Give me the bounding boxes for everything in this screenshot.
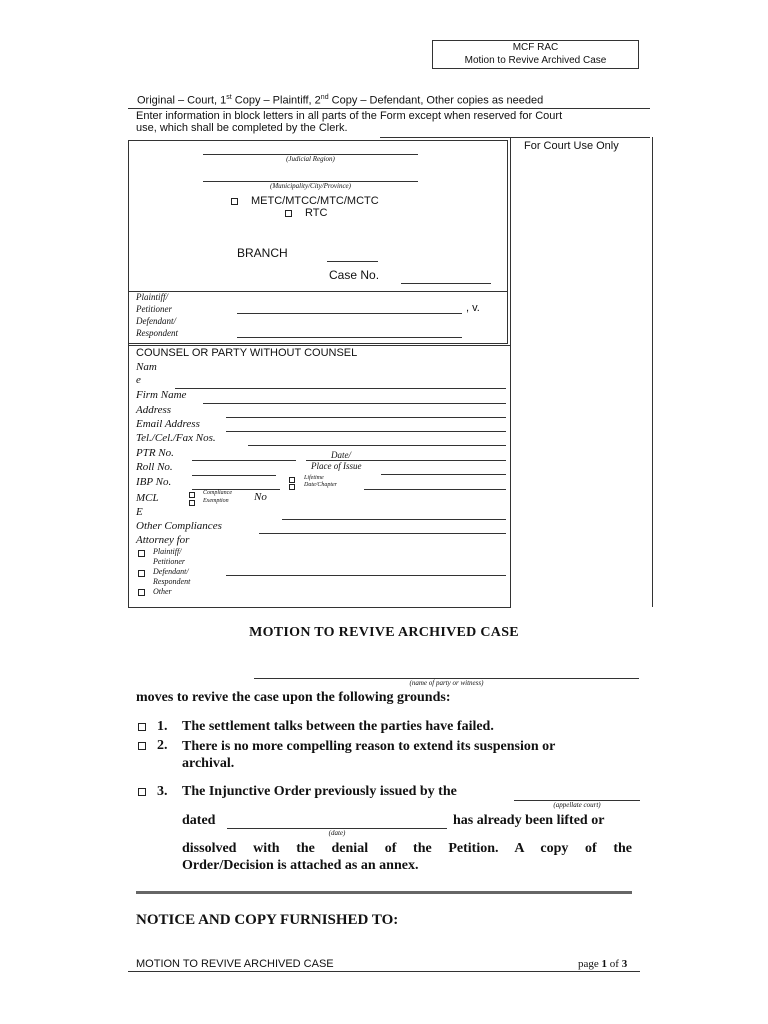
roll-label: Roll No. bbox=[136, 461, 173, 473]
footer-page: page 1 of 3 bbox=[578, 958, 628, 970]
place-label: Place of Issue bbox=[311, 461, 362, 471]
instructions: Enter information in block letters in all parts of the Form except when reserved for Court use, which shall be completed by the Clerk. bbox=[136, 110, 563, 134]
metc-checkbox[interactable] bbox=[231, 198, 238, 205]
ground-1-text: The settlement talks between the parties have failed. bbox=[182, 719, 494, 734]
ground-3-checkbox[interactable] bbox=[138, 788, 146, 796]
municipality-caption: (Municipality/City/Province) bbox=[270, 182, 351, 190]
rtc-checkbox[interactable] bbox=[285, 210, 292, 217]
versus-label: , v. bbox=[466, 302, 480, 314]
lifetime-checkbox[interactable] bbox=[289, 477, 295, 483]
footer-title: MOTION TO REVIVE ARCHIVED CASE bbox=[136, 958, 334, 970]
lifetime-label: Lifetime bbox=[304, 475, 324, 481]
other-compliances-label: Other Compliances bbox=[136, 520, 222, 532]
dated-label: dated bbox=[182, 813, 216, 828]
address-line[interactable] bbox=[226, 417, 506, 418]
plaintiff-line[interactable] bbox=[237, 313, 462, 314]
form-code-box bbox=[432, 40, 639, 69]
firm-line[interactable] bbox=[203, 403, 506, 404]
date-chapter-label: Date/Chapter bbox=[304, 482, 337, 488]
case-no-line[interactable] bbox=[401, 283, 491, 284]
firm-label: Firm Name bbox=[136, 389, 187, 401]
date-caption: (date) bbox=[328, 829, 346, 837]
mcle-no-line[interactable] bbox=[282, 519, 506, 520]
metc-label: METC/MTCC/MTC/MCTC bbox=[251, 195, 379, 207]
footer-rule bbox=[128, 971, 640, 972]
ground-2-checkbox[interactable] bbox=[138, 742, 146, 750]
ground-1-number: 1. bbox=[157, 719, 168, 734]
rtc-label: RTC bbox=[305, 207, 328, 219]
counsel-heading: COUNSEL OR PARTY WITHOUT COUNSEL bbox=[136, 347, 358, 359]
attorney-for-label: Attorney for bbox=[136, 534, 190, 546]
ground-3-continuation: dissolved with the denial of the Petition. A copy of the bbox=[182, 841, 632, 856]
attorney-defendant-checkbox[interactable] bbox=[138, 570, 145, 577]
parties-box bbox=[128, 290, 508, 344]
address-label: Address bbox=[136, 404, 172, 416]
email-line[interactable] bbox=[226, 431, 506, 432]
ptr-line[interactable] bbox=[192, 460, 296, 461]
compliance-label: Compliance bbox=[203, 490, 232, 496]
attorney-plaintiff-checkbox[interactable] bbox=[138, 550, 145, 557]
ibp-label: IBP No. bbox=[136, 476, 172, 488]
attorney-for-line[interactable] bbox=[226, 575, 506, 576]
email-label: Email Address bbox=[136, 418, 200, 430]
ground-2-number: 2. bbox=[157, 738, 168, 753]
form-code: MCF RAC bbox=[512, 42, 559, 53]
appellate-court-caption: (appellate court) bbox=[553, 801, 601, 809]
name-line[interactable] bbox=[175, 388, 506, 389]
form-code-title: Motion to Revive Archived Case bbox=[464, 55, 607, 66]
judicial-region-caption: (Judicial Region) bbox=[286, 155, 335, 163]
plaintiff-label: Plaintiff/ Petitioner bbox=[136, 292, 172, 314]
court-use-label: For Court Use Only bbox=[524, 140, 619, 152]
case-no-label: Case No. bbox=[329, 268, 380, 282]
tel-label: Tel./Cel./Fax Nos. bbox=[136, 432, 216, 444]
attorney-defendant-label: Defendant/ Respondent bbox=[153, 567, 191, 586]
attorney-other-checkbox[interactable] bbox=[138, 589, 145, 596]
lifted-text: has already been lifted or bbox=[453, 813, 605, 828]
ibp-date-line[interactable] bbox=[364, 489, 506, 490]
attorney-plaintiff-label: Plaintiff/ Petitioner bbox=[153, 547, 185, 566]
name-label: Nam e bbox=[136, 361, 157, 386]
notice-heading: NOTICE AND COPY FURNISHED TO: bbox=[136, 912, 399, 928]
instructions-rule bbox=[380, 137, 650, 138]
exemption-checkbox[interactable] bbox=[189, 500, 195, 506]
branch-line[interactable] bbox=[327, 261, 378, 262]
date-place-line[interactable] bbox=[306, 460, 506, 461]
mcle-label: MCL E bbox=[136, 492, 159, 518]
copies-rule bbox=[128, 108, 650, 109]
other-compliances-line[interactable] bbox=[259, 533, 506, 534]
date-chapter-checkbox[interactable] bbox=[289, 484, 295, 490]
copies-distribution: Original – Court, 1st Copy – Plaintiff, 2nd Copy – Defendant, Other copies as needed bbox=[137, 94, 544, 107]
party-name-caption: (name of party or witness) bbox=[409, 679, 484, 687]
ground-3-number: 3. bbox=[157, 784, 168, 799]
date-place-line-2[interactable] bbox=[381, 474, 506, 475]
branch-label: BRANCH bbox=[237, 246, 288, 260]
moves-text: moves to revive the case upon the following grounds: bbox=[136, 690, 451, 705]
court-use-right-border bbox=[652, 137, 653, 607]
ground-2-text: There is no more compelling reason to extend its suspension or archival. bbox=[182, 739, 556, 771]
mcle-no-label: No bbox=[254, 491, 267, 503]
ptr-label: PTR No. bbox=[136, 447, 174, 459]
roll-line[interactable] bbox=[192, 475, 276, 476]
exemption-label: Exemption bbox=[203, 498, 229, 504]
counsel-top-rule bbox=[128, 345, 510, 346]
motion-title: MOTION TO REVIVE ARCHIVED CASE bbox=[249, 625, 519, 640]
ground-3-text: The Injunctive Order previously issued by the bbox=[182, 784, 457, 799]
defendant-label: Defendant/ Respondent bbox=[136, 316, 178, 338]
compliance-checkbox[interactable] bbox=[189, 492, 195, 498]
attorney-other-label: Other bbox=[153, 587, 172, 596]
section-divider bbox=[136, 891, 632, 894]
ground-3-last-line: Order/Decision is attached as an annex. bbox=[182, 858, 419, 873]
tel-line[interactable] bbox=[248, 445, 506, 446]
ground-1-checkbox[interactable] bbox=[138, 723, 146, 731]
date-label: Date/ bbox=[331, 450, 351, 460]
defendant-line[interactable] bbox=[237, 337, 462, 338]
